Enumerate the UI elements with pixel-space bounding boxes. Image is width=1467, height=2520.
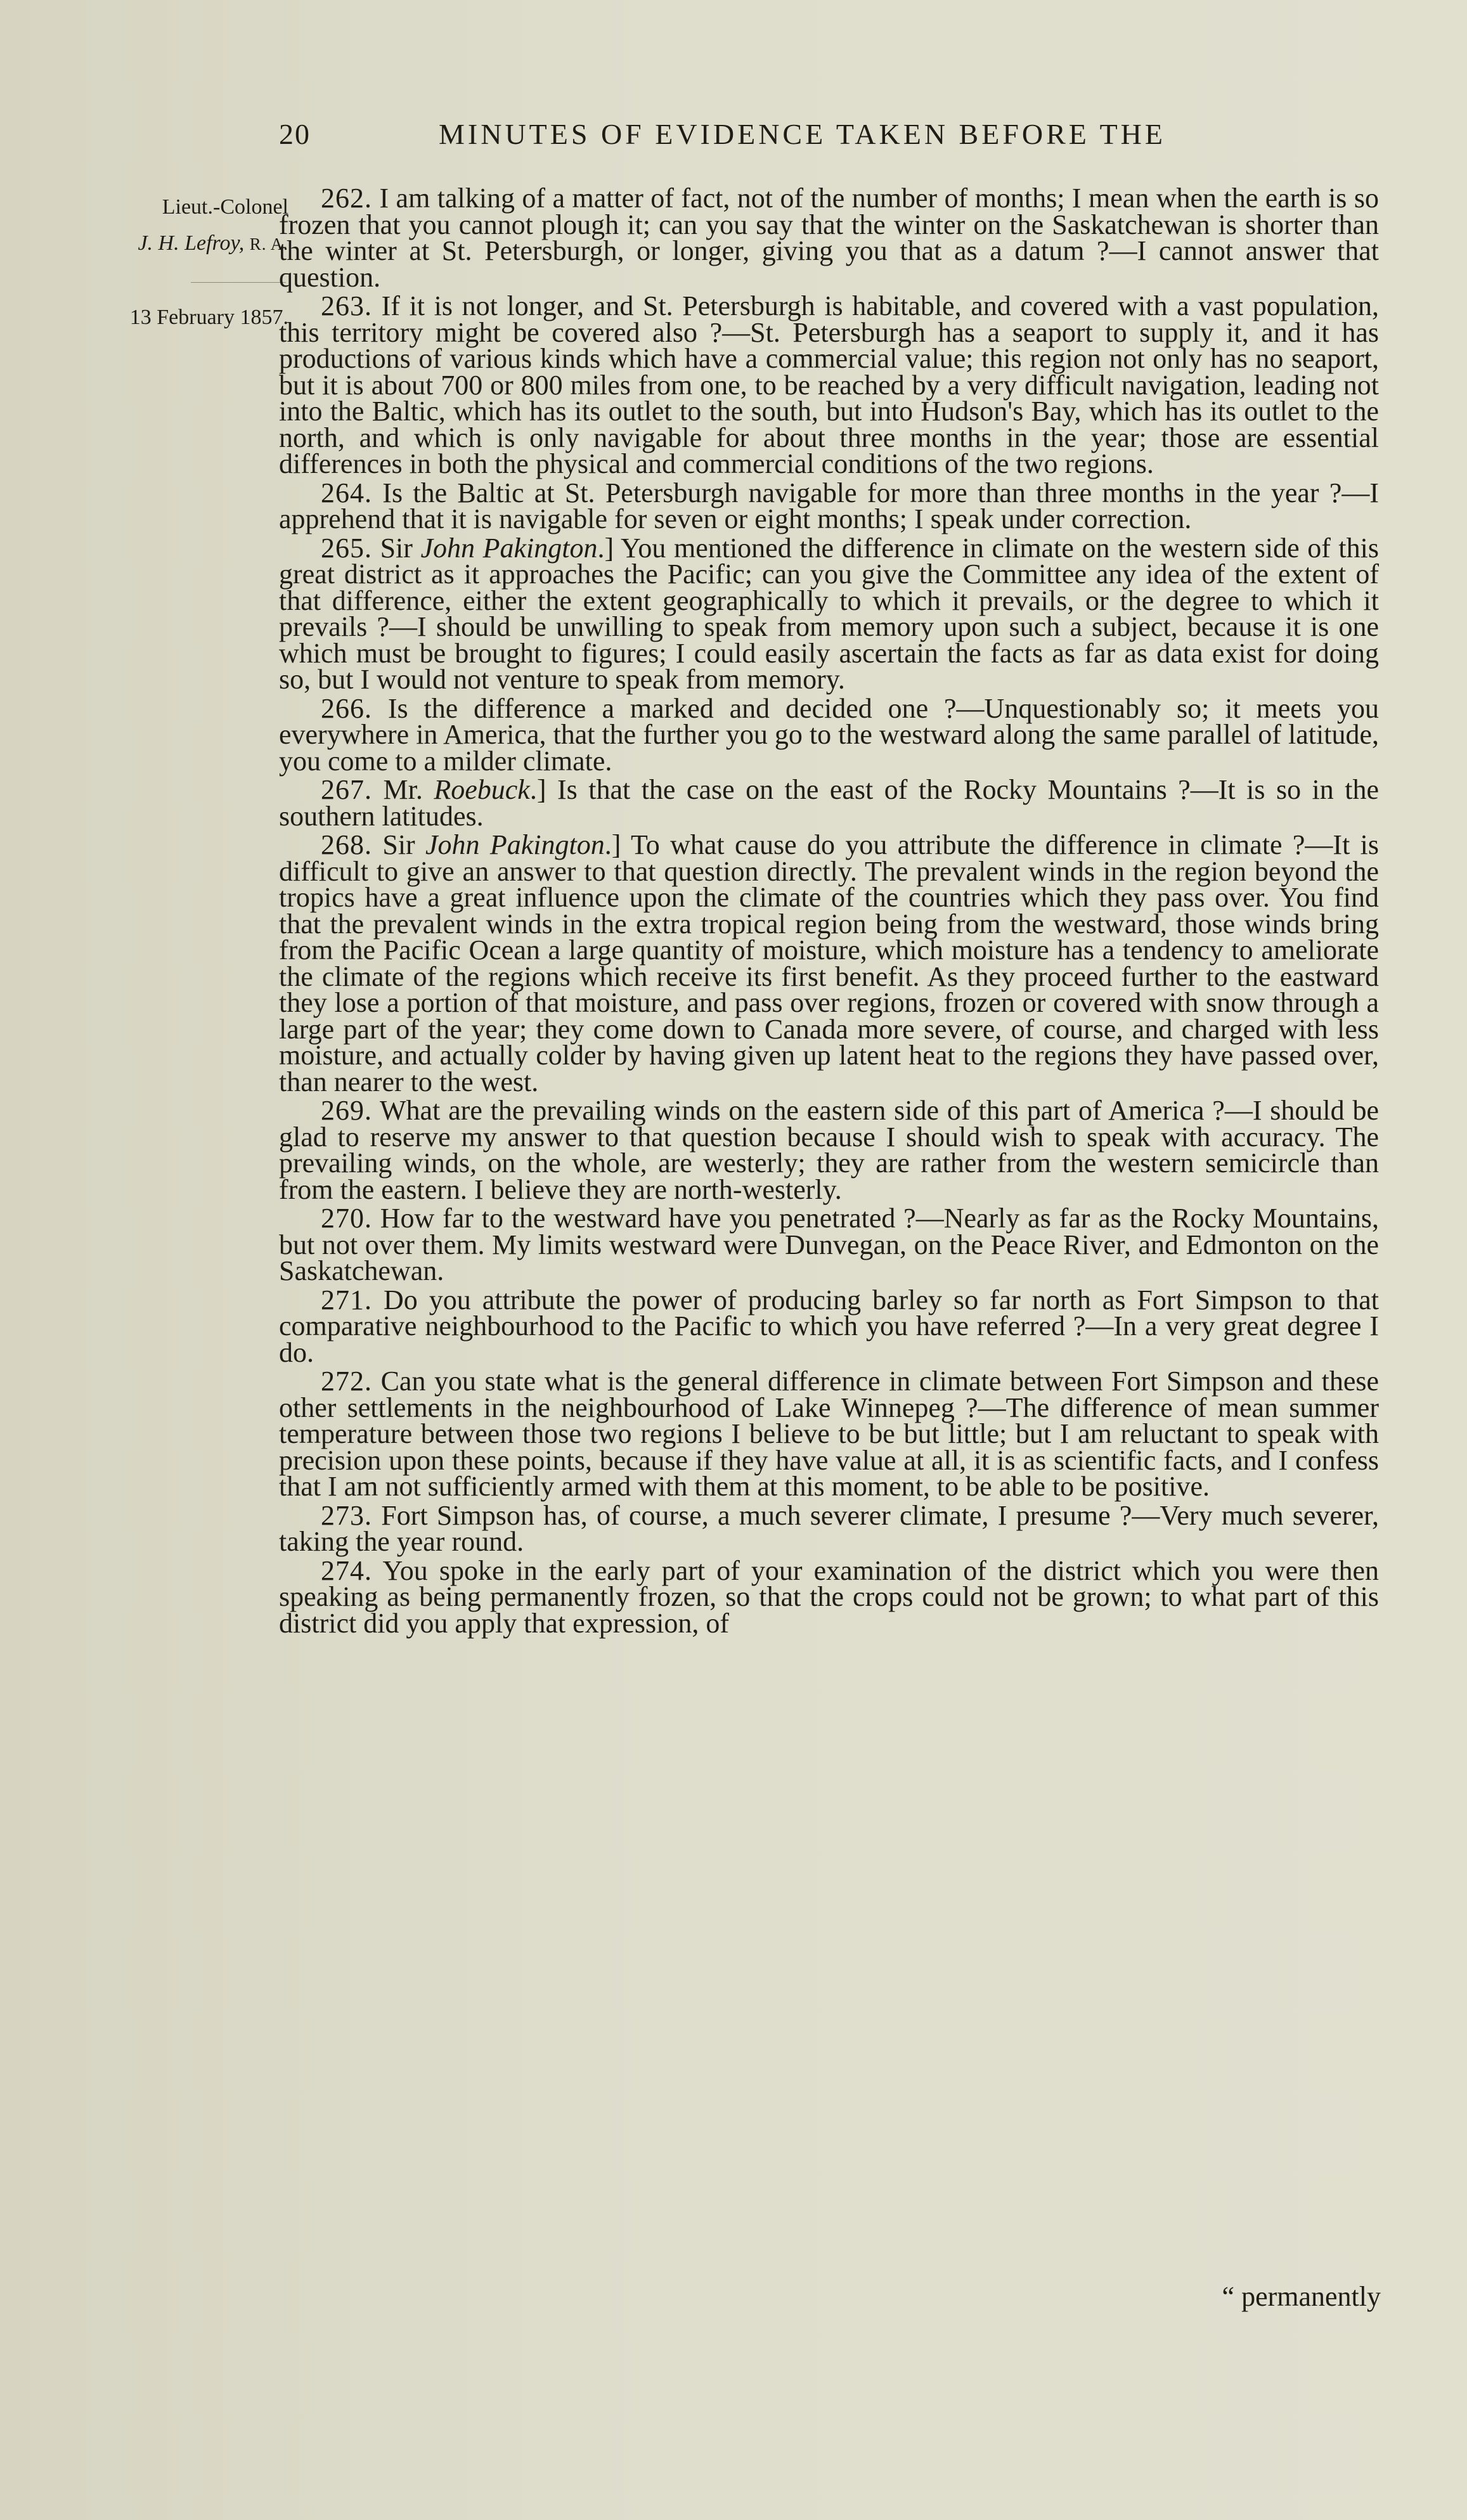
witness-name: J. H. Lefroy, [138, 231, 245, 255]
question-paragraph [279, 1284, 1380, 1368]
question-number: 274. [321, 1554, 372, 1586]
question-paragraph [279, 1554, 1379, 1639]
question-paragraph [279, 532, 1380, 695]
question-text: To what cause do you attribute the difference in climate ?—It is difficult to give an answer to that question directly. The prevalent winds in the region beyond the tropics have a great influence upon the climate of the countries which they pass over. You find that the prevalent winds in the extra tropical region being from the westward, those winds bring from the Pacific Ocean a large quantity of moisture, which moisture has a tendency to ameliorate the climate of the regions which receive its first benefit. As they proceed further to the eastward they lose a portion of that moisture, and pass over regions, frozen or covered with snow through a large part of the year; they come down to Canada more severe, of course, and charged with less moisture, and actually colder by having given up latent heat to the regions they have passed over, than nearer to the west. [279, 829, 1379, 1097]
question-text: Can you state what is the general difference in climate between Fort Simpson and these other settlements in the neighbourhood of Lake Winnepeg ?—The difference of mean summer temperature between those two regions I believe to be but little; but I am reluctant to speak with precision upon these points, because if they have value at all, it is as scientific facts, and I confess that I am not sufficiently armed with them at this moment, to be able to be positive. [279, 1366, 1380, 1502]
question-text: Is the difference a marked and decided one ?—Unquestionably so; it meets you everywhere in America, that the further you go to the westward along the same parallel of latitude, you come to a milder climate. [279, 692, 1379, 777]
question-text: You spoke in the early part of your examination of the district which you were then speaking as being permanently frozen, so that the crops could not be grown; to what part of this district did you apply that expression, of [279, 1554, 1379, 1639]
question-number: 268. [321, 829, 372, 860]
question-text: I am talking of a matter of fact, not of the number of months; I mean when the earth is so frozen that you cannot plough it; can you say that the winter on the Saskatchewan is shorter than the winter at St. Petersburgh, or longer, giving you that as a datum ?—I cannot answer that question. [279, 183, 1380, 293]
margin-divider [191, 282, 286, 283]
question-number: 266. [321, 692, 372, 724]
question-paragraph [279, 1205, 1379, 1284]
question-text: Is that the case on the east of the Rocky Mountains ?—It is so in the southern latitudes. [279, 774, 1380, 832]
question-number: 265. [321, 532, 372, 564]
question-paragraph [279, 1368, 1379, 1500]
question-number: 267. [321, 774, 372, 805]
evidence-date: 13 February 1857. [129, 305, 288, 329]
witness-title: Lieut.-Colonel [162, 195, 288, 219]
question-text: How far to the westward have you penetrated ?—Nearly as far as the Rocky Mountains, but not over them. My limits westward were Dunvegan, on the Peace River, and Edmonton on the Saskatchewan. [279, 1203, 1380, 1286]
margin-note [35, 189, 288, 335]
question-paragraph [279, 1097, 1379, 1203]
question-number: 273. [321, 1499, 372, 1531]
question-paragraph [279, 692, 1379, 777]
question-number: 263. [321, 290, 372, 321]
question-text: Do you attribute the power of producing barley so far north as Fort Simpson to that comparative neighbourhood to the Pacific to which you have referred ?—In a very great degree I do. [279, 1284, 1380, 1368]
question-paragraph [279, 1499, 1379, 1557]
question-number: 269. [321, 1095, 372, 1126]
question-paragraph [279, 290, 1380, 479]
witness-line [35, 225, 288, 262]
question-number: 270. [321, 1203, 372, 1234]
speaker-attribution: Sir John Pakington.] [382, 829, 621, 860]
question-text: What are the prevailing winds on the eastern side of this part of America ?—I should be glad to reserve my answer to that question because I should wish to speak with accuracy. The prevailing winds, on the whole, are westerly; they are rather from the western semicircle than from the eastern. I believe they are north-westerly. [279, 1095, 1379, 1205]
evidence-body [279, 185, 1379, 1639]
question-text: You mentioned the difference in climate on the western side of this great district as it approaches the Pacific; can you give the Committee any idea of the extent of that difference, either the extent geographically to which it prevails, or the degree to which it prevails ?—I should be unwilling to speak from memory upon such a subject, because it is one which must be brought to figures; I could easily ascertain the facts as far as data exist for doing so, but I would not venture to speak from memory. [279, 532, 1380, 695]
question-number: 272. [321, 1366, 372, 1397]
page-number: 20 [279, 118, 311, 150]
question-number: 262. [321, 183, 372, 214]
catchword: “ permanently [1222, 2281, 1381, 2312]
question-paragraph [279, 774, 1380, 832]
question-paragraph [279, 477, 1380, 534]
question-text: Is the Baltic at St. Petersburgh navigable for more than three months in the year ?—I apprehend that it is navigable for seven or eight months; I speak under correction. [279, 477, 1380, 534]
running-title: MINUTES OF EVIDENCE TAKEN BEFORE THE [439, 118, 1166, 150]
question-paragraph [279, 183, 1380, 293]
question-text: If it is not longer, and St. Petersburgh is habitable, and covered with a vast population, this territory might be covered also ?—St. Petersburgh has a seaport to supply it, and it has productions of various kinds which have a commercial value; this region not only has no seaport, but it is about 700 or 800 miles from one, to be reached by a very difficult navigation, leading not into the Baltic, which has its outlet to the south, but into Hudson's Bay, which has its outlet to the north, and which is only navigable for about three months in the year; those are essential differences in both the physical and commercial conditions of the two regions. [279, 290, 1380, 479]
witness-rank: R. A. [249, 235, 288, 254]
question-number: 264. [321, 477, 372, 508]
question-paragraph [279, 829, 1379, 1097]
question-text: Fort Simpson has, of course, a much severer climate, I presume ?—Very much severer, taking the year round. [279, 1499, 1379, 1557]
speaker-attribution: Mr. Roebuck.] [383, 774, 546, 805]
speaker-attribution: Sir John Pakington.] [380, 532, 614, 564]
question-number: 271. [321, 1284, 372, 1315]
